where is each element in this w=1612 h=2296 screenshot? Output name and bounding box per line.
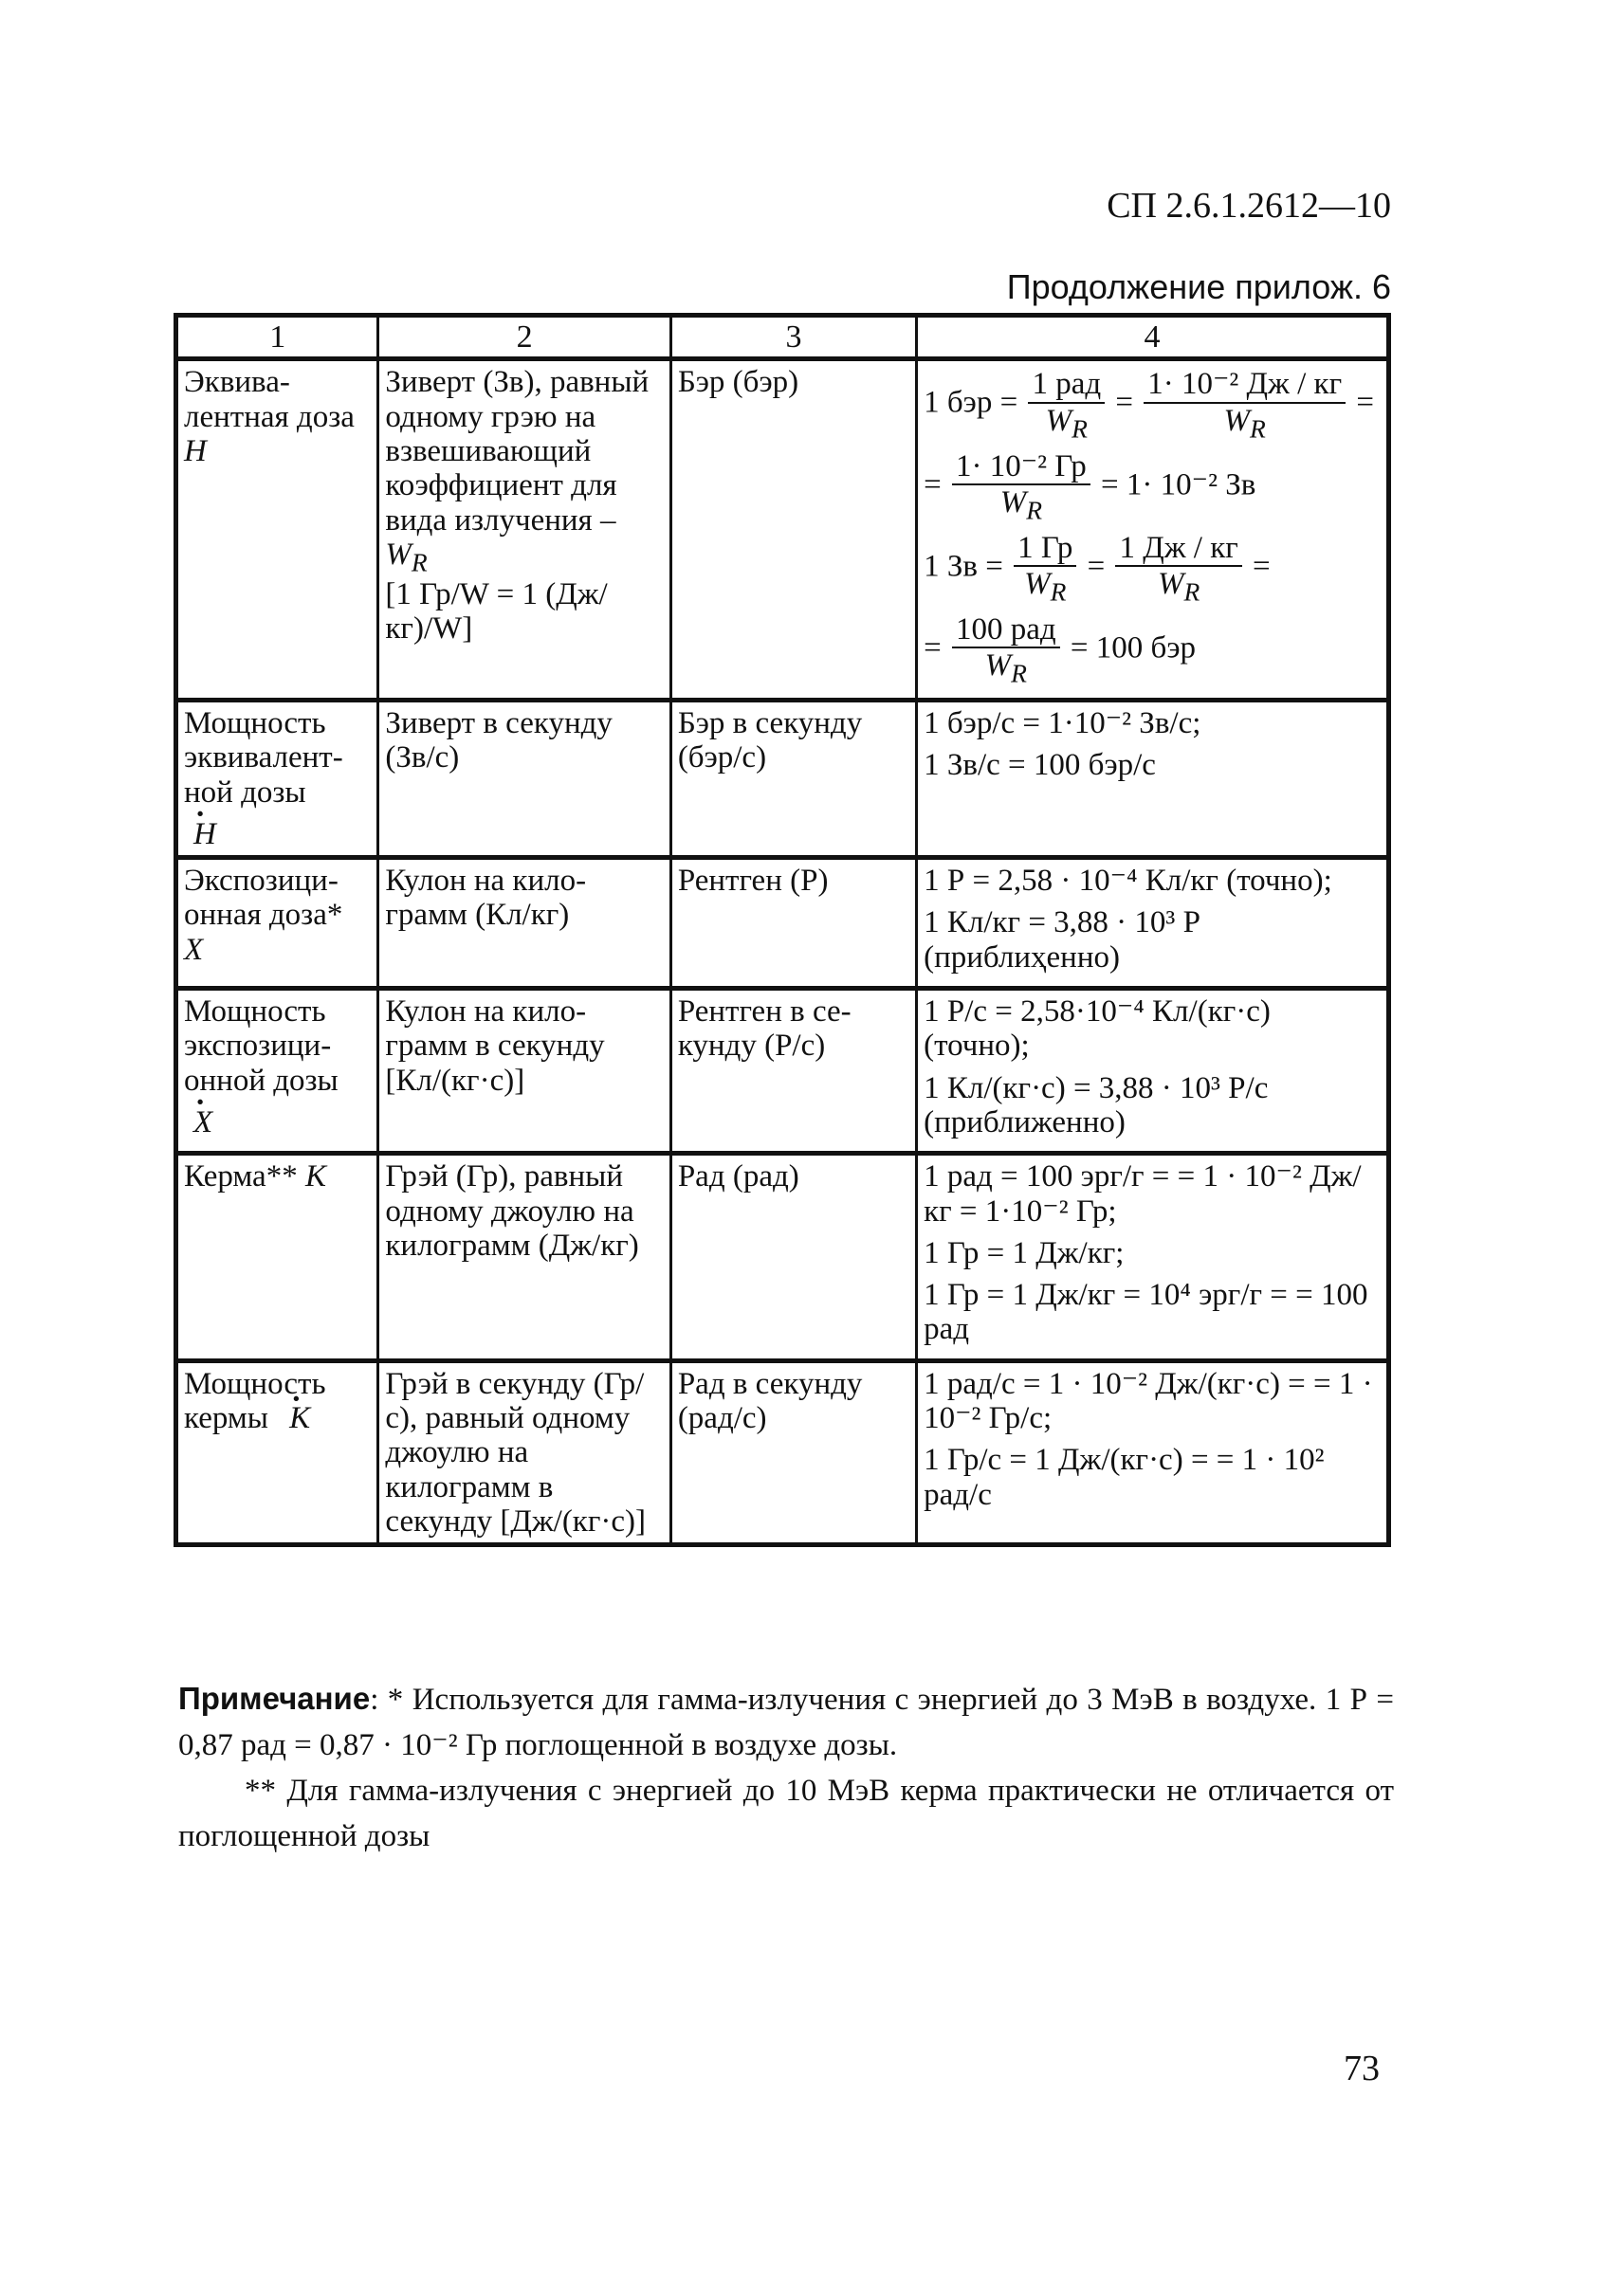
appendix-continuation: Продолжение прилож. 6 (1006, 267, 1391, 306)
si-unit-cell (378, 359, 670, 701)
column-header: 2 (378, 316, 670, 359)
si-unit-cell: Кулон на кило-грамм в секунду [Кл/(кг·с)] (378, 989, 670, 1154)
quantity-symbol: H (184, 433, 207, 468)
conversion-cell (917, 359, 1389, 701)
conversion-line: 1 Р/с = 2,58·10⁻⁴ Кл/(кг·с) (точно); (924, 994, 1271, 1064)
quantity-symbol: K (304, 1159, 326, 1194)
table-row (176, 700, 1389, 857)
conversion-line: 1 Зв/с = 100 бэр/с (924, 748, 1156, 783)
note-paragraph: ** Для гамма-излучения с энергией до 10 МэВ керма практически не отличается от поглощенной дозы (178, 1773, 1394, 1853)
si-unit-cell: Грэй в секунду (Гр/с), равный одному джоулю на килограмм в секунду [Дж/(кг·с)] (378, 1360, 670, 1544)
quantity-cell (176, 700, 378, 857)
quantity-name: Мощность кермы (184, 1366, 326, 1435)
conversion-line: 1 рад = 100 эрг/г = = 1 · 10⁻² Дж/кг = 1·10⁻² Гр; (924, 1159, 1362, 1229)
column-header: 4 (917, 316, 1389, 359)
si-unit-text: Зиверт (Зв), равный одному грэю на взвешивающий коэффициент для вида излучения – (385, 365, 650, 538)
conversion-line: 1 Кл/(кг·с) = 3,88 · 10³ Р/с (приближенно) (924, 1070, 1269, 1139)
quantity-cell (176, 359, 378, 701)
quantity-name: Экспозици-онная доза* (184, 864, 343, 933)
conversion-cell (917, 1360, 1389, 1544)
table-note (178, 1676, 1394, 1859)
conversion-line: 1 Р = 2,58 · 10⁻⁴ Кл/кг (точно); (924, 864, 1332, 899)
conversion-cell (917, 700, 1389, 857)
quantity-symbol: · H (184, 817, 371, 851)
conversion-line: 1 Гр = 1 Дж/кг = 10⁴ эрг/г = = 100 рад (924, 1278, 1368, 1347)
quantity-name: Мощность эквивалент-ной дозы (184, 705, 343, 810)
quantity-symbol: · K (276, 1401, 310, 1435)
si-unit-extra: [1 Гр/W = 1 (Дж/кг)/W] (385, 576, 608, 647)
quantity-name: Мощность экспозици-онной дозы (184, 994, 339, 1098)
quantity-cell (176, 1154, 378, 1360)
units-table (174, 313, 1391, 1547)
conversion-line: 1 Гр = 1 Дж/кг; (924, 1235, 1125, 1270)
conversion-cell (917, 1154, 1389, 1360)
conversion-line: 1 Гр/с = 1 Дж/(кг·с) = = 1 · 10² рад/с (924, 1443, 1325, 1512)
quantity-cell (176, 989, 378, 1154)
column-header: 1 (176, 316, 378, 359)
si-unit-cell: Кулон на кило-грамм (Кл/кг) (378, 858, 670, 989)
table-header-row (176, 316, 1389, 359)
conversion-cell (917, 989, 1389, 1154)
quantity-name: Эквива-лентная доза (184, 365, 355, 434)
formula-line: 1 Зв = $\frac{1 Гр}{W_R}$ = $\frac{1 Дж / кг}{W_R}$ = (924, 530, 1271, 607)
table-row (176, 1154, 1389, 1360)
conversion-cell (917, 858, 1389, 989)
other-unit-cell: Рад в секунду (рад/с) (670, 1360, 916, 1544)
weighting-factor-symbol: $W_R$ (385, 537, 428, 577)
quantity-cell (176, 1360, 378, 1544)
column-header: 3 (670, 316, 916, 359)
note-text: * Используется для гамма-излучения с энергией до 3 МэВ в воздухе. 1 Р = 0,87 рад = 0,87 · 10⁻² Гр поглощенной в воздухе дозы. (178, 1683, 1394, 1762)
quantity-symbol: X (184, 932, 204, 967)
table-row (176, 858, 1389, 989)
other-unit-cell: Рентген (Р) (670, 858, 916, 989)
document-code: СП 2.6.1.2612—10 (1107, 186, 1391, 226)
other-unit-cell: Бэр (бэр) (670, 359, 916, 701)
conversion-line: 1 Кл/кг = 3,88 · 10³ Р (приблиҳенно) (924, 905, 1200, 975)
table-row (176, 989, 1389, 1154)
note-label: Примечание (178, 1681, 371, 1716)
quantity-cell (176, 858, 378, 989)
page-number: 73 (1344, 2049, 1380, 2088)
quantity-symbol: · X (184, 1105, 371, 1139)
si-unit-cell: Грэй (Гр), равный одному джоулю на килограмм (Дж/кг) (378, 1154, 670, 1360)
si-unit-cell: Зиверт в секунду (Зв/с) (378, 700, 670, 857)
table-row (176, 359, 1389, 701)
formula-line: = $\frac{\text{1· 10⁻² Гр}}{W_R}$ = 1· 10⁻² Зв (924, 448, 1256, 525)
note-paragraph: Примечание: * Используется для гамма-излучения с энергией до 3 МэВ в воздухе. 1 Р = 0,87 рад = 0,87 · 10⁻² Гр поглощенной в воздухе дозы. (178, 1681, 1394, 1762)
table-row (176, 1360, 1389, 1544)
other-unit-cell: Бэр в секунду (бэр/с) (670, 700, 916, 857)
formula-line: = $\frac{\text{100 рад}}{W_R}$ = 100 бэр (924, 611, 1196, 688)
formula-line: 1 бэр = $\frac{\text{1 рад}}{W_R}$ = $\frac{\text{1· 10⁻² Дж / кг}}{W_R}$ = (924, 367, 1374, 444)
conversion-line: 1 бэр/с = 1·10⁻² Зв/с; (924, 705, 1201, 740)
other-unit-cell: Рад (рад) (670, 1154, 916, 1360)
quantity-name: Керма** (184, 1159, 298, 1194)
other-unit-cell: Рентген в се-кунду (Р/с) (670, 989, 916, 1154)
conversion-line: 1 рад/с = 1 · 10⁻² Дж/(кг·с) = = 1 · 10⁻² Гр/с; (924, 1366, 1373, 1435)
